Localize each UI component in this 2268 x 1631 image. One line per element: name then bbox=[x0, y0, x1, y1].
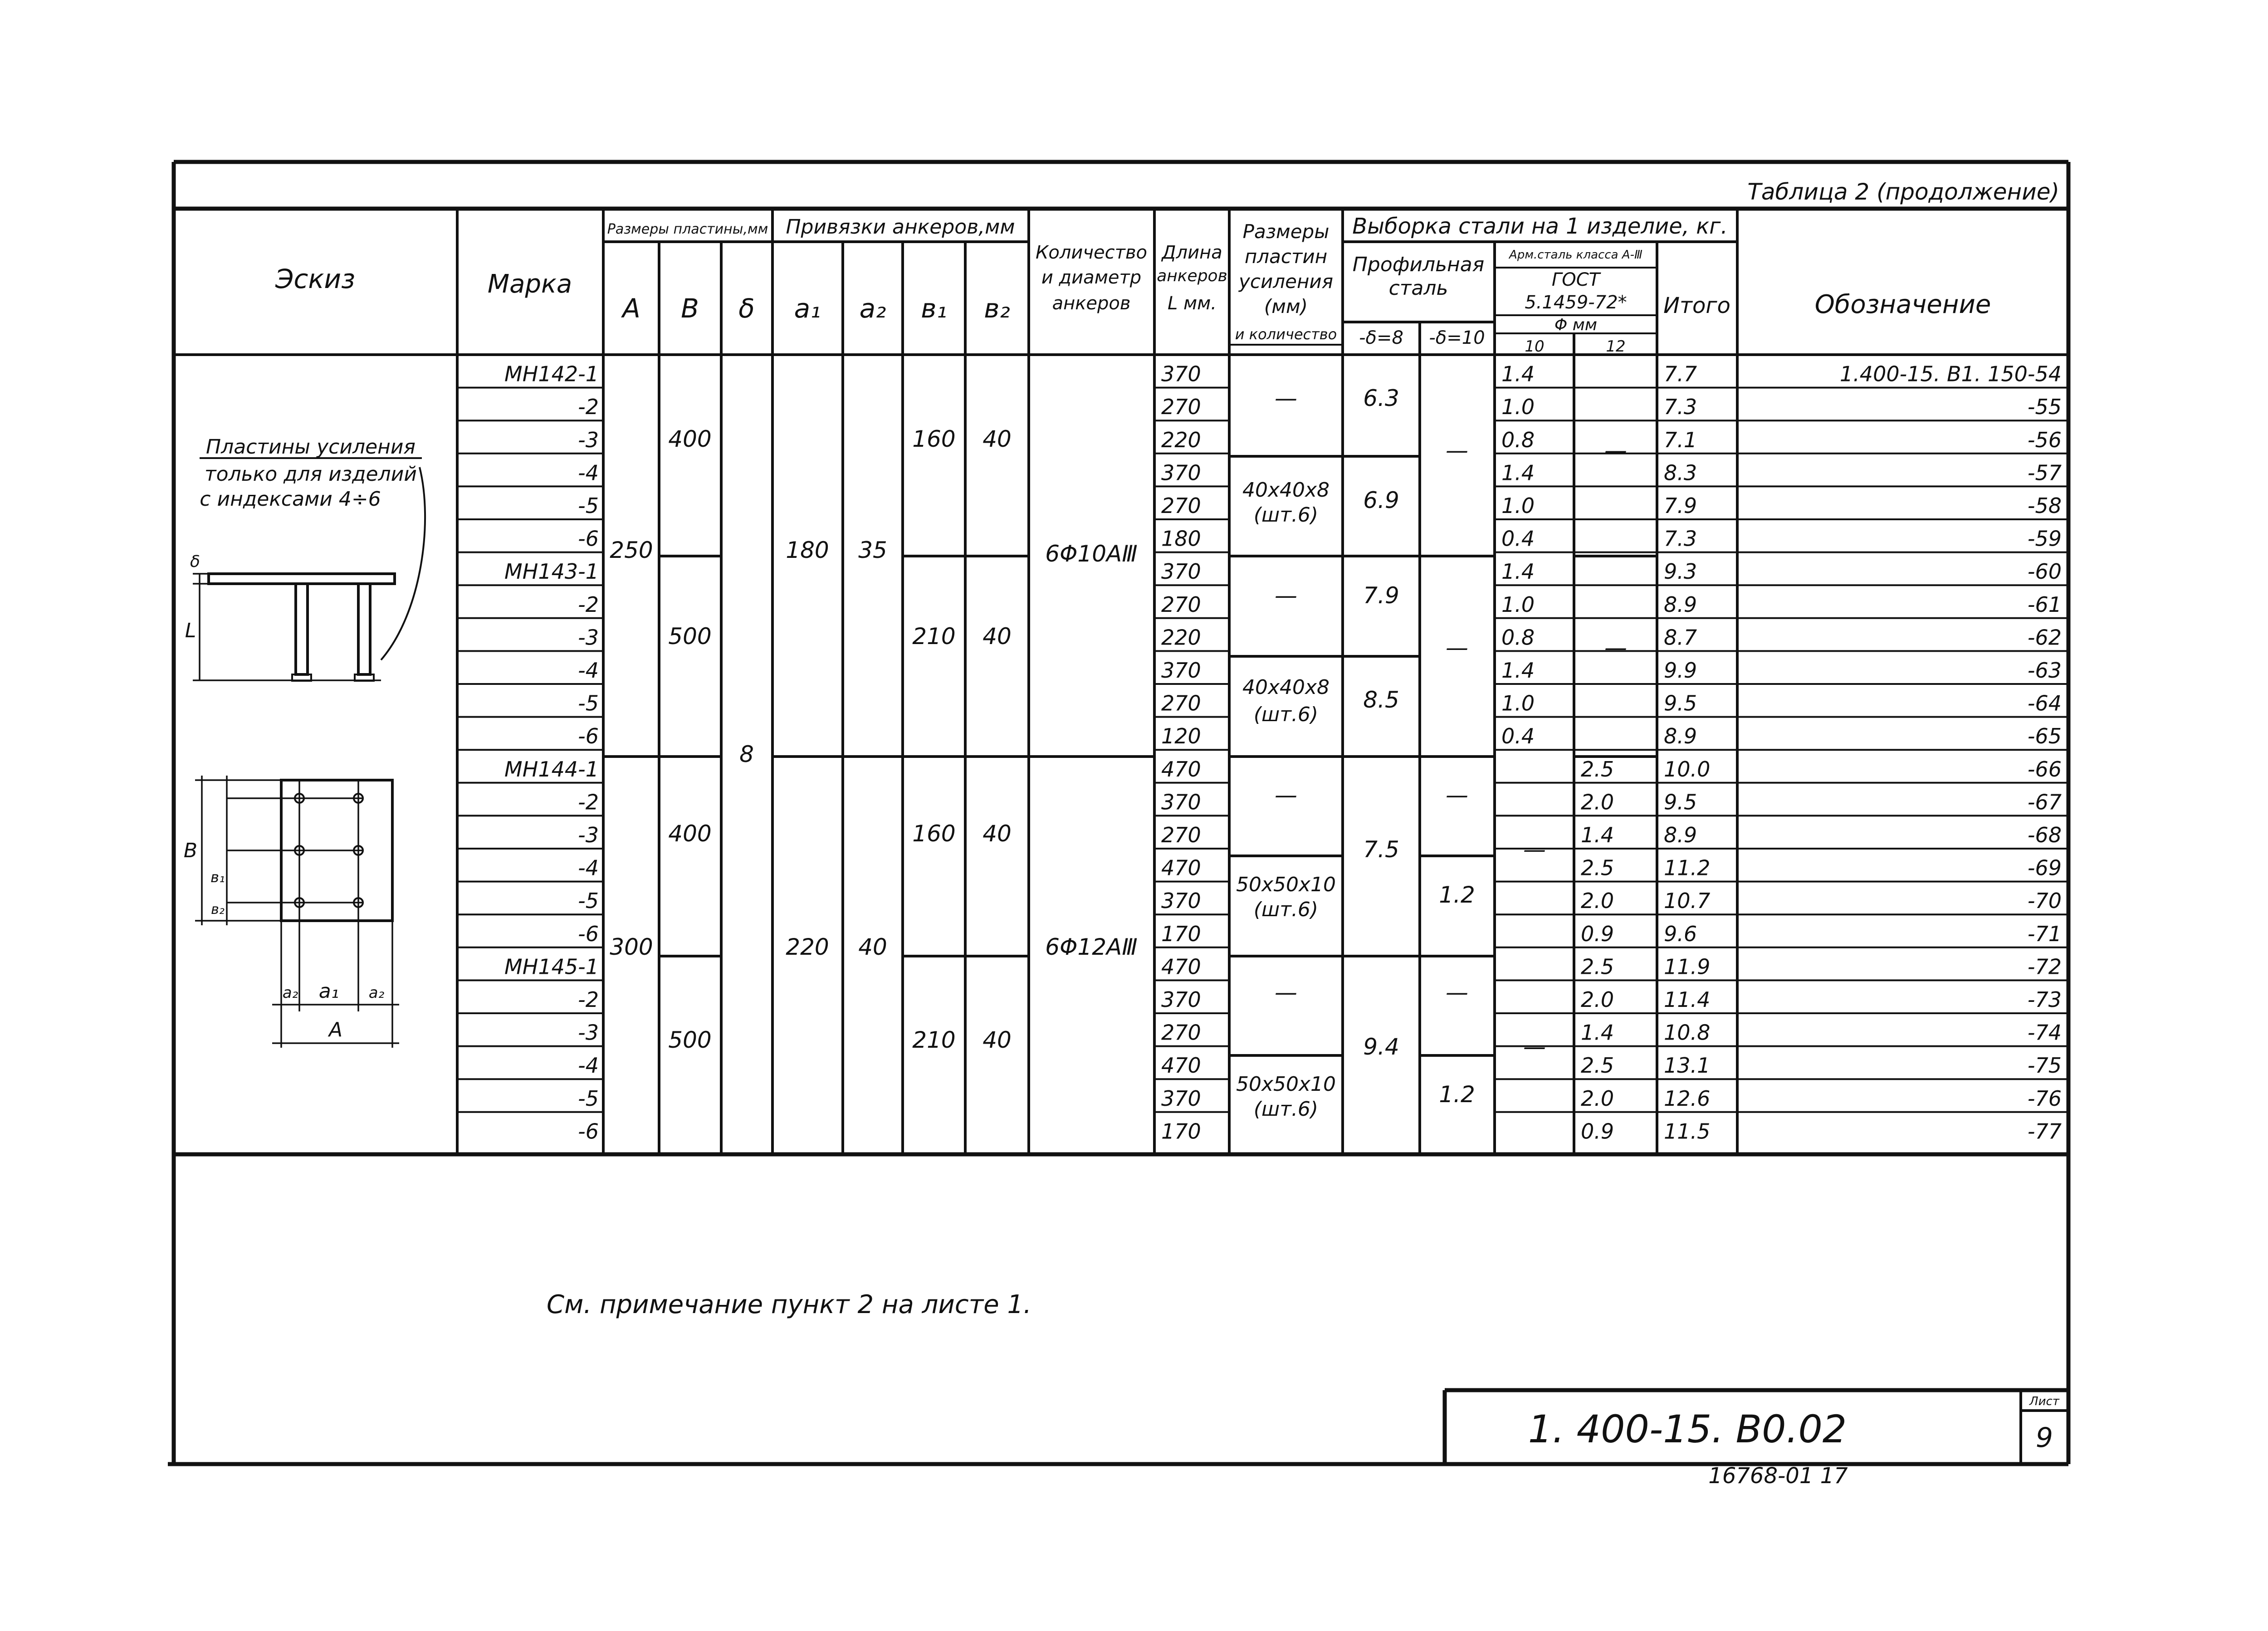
cell-L: 370 bbox=[1161, 790, 1201, 815]
cell-b2-40-3: 40 bbox=[982, 820, 1012, 847]
note-leader bbox=[381, 467, 425, 660]
cell-designation: -69 bbox=[2027, 855, 2062, 880]
cell-designation: -65 bbox=[2027, 724, 2062, 749]
cell-a1-220: 220 bbox=[786, 934, 829, 960]
cell-phi12: 2.0 bbox=[1581, 889, 1614, 913]
header-total: Итого bbox=[1663, 293, 1730, 318]
cell-total: 9.5 bbox=[1664, 691, 1697, 716]
archive-number: 16768-01 17 bbox=[1708, 1463, 1848, 1489]
cell-total: 7.3 bbox=[1664, 526, 1697, 551]
sketch-a1-label: a₁ bbox=[318, 980, 339, 1003]
cell-designation: -55 bbox=[2027, 395, 2062, 420]
sketch-b2-label: в₂ bbox=[211, 902, 225, 918]
cell-total: 8.3 bbox=[1664, 460, 1697, 485]
header-reinf-3: усиления bbox=[1239, 270, 1333, 293]
cell-designation: -66 bbox=[2027, 757, 2062, 781]
cell-L: 220 bbox=[1161, 625, 1201, 650]
header-anchors-qty-1: Количество bbox=[1035, 242, 1148, 263]
header-plate-sizes: Размеры пластины,мм bbox=[607, 221, 768, 237]
sketch-area bbox=[184, 435, 425, 1048]
cell-designation: -71 bbox=[2027, 921, 2062, 946]
cell-b1-160-2: 160 bbox=[912, 820, 956, 847]
cell-L: 370 bbox=[1161, 460, 1201, 485]
cell-L: 270 bbox=[1161, 1020, 1201, 1045]
cell-phi10: 1.0 bbox=[1501, 592, 1535, 617]
table-title: Таблица 2 (продолжение) bbox=[1747, 179, 2059, 205]
cell-d10-dash-2: — bbox=[1446, 635, 1468, 661]
cell-b2-40-1: 40 bbox=[982, 426, 1012, 452]
cell-mark: -2 bbox=[578, 987, 599, 1012]
cell-designation: -58 bbox=[2027, 493, 2062, 518]
cell-total: 8.9 bbox=[1664, 823, 1697, 847]
sketch-B-label: В bbox=[183, 839, 198, 862]
cell-phi10: 0.4 bbox=[1501, 724, 1535, 749]
cell-L: 470 bbox=[1161, 757, 1201, 781]
cell-d8-3: 7.9 bbox=[1363, 582, 1399, 609]
cell-phi10: 1.4 bbox=[1501, 658, 1535, 683]
cell-phi10-dash-4: — bbox=[1523, 1034, 1546, 1060]
cell-designation: -57 bbox=[2027, 460, 2062, 485]
header-b1: в₁ bbox=[921, 293, 947, 324]
cell-mark: МН142-1 bbox=[504, 361, 599, 386]
header-anchor-length-1: Длина bbox=[1162, 242, 1222, 263]
header-mark: Марка bbox=[487, 269, 572, 299]
cell-reinf-dash-3: — bbox=[1275, 782, 1297, 808]
header-d10: -δ=10 bbox=[1429, 327, 1485, 348]
cell-phi12: 1.4 bbox=[1581, 1020, 1614, 1045]
cell-total: 7.1 bbox=[1664, 427, 1697, 452]
cell-B-400-2: 400 bbox=[668, 820, 712, 847]
cell-phi12: 1.4 bbox=[1581, 823, 1614, 847]
header-reinf-1: Размеры bbox=[1242, 220, 1330, 243]
cell-L: 270 bbox=[1161, 823, 1201, 847]
footer-note: См. примечание пункт 2 на листе 1. bbox=[547, 1290, 1031, 1319]
header-reinf-2: пластин bbox=[1244, 245, 1328, 268]
cell-d8-5: 7.5 bbox=[1363, 836, 1399, 863]
cell-reinf-1a: 40x40x8 bbox=[1242, 479, 1330, 502]
table-header bbox=[275, 214, 1991, 356]
cell-phi10: 0.4 bbox=[1501, 526, 1535, 551]
cell-phi10: 0.8 bbox=[1501, 427, 1535, 452]
cell-phi10: 0.8 bbox=[1501, 625, 1535, 650]
header-plate-a: А bbox=[622, 293, 640, 324]
cell-total: 8.9 bbox=[1664, 592, 1697, 617]
cell-b1-210-2: 210 bbox=[912, 1027, 956, 1053]
cell-B-400-1: 400 bbox=[668, 426, 712, 452]
header-anchors-qty-3: анкеров bbox=[1052, 293, 1131, 314]
cell-L: 270 bbox=[1161, 493, 1201, 518]
sketch-b1-label: в₁ bbox=[210, 869, 225, 886]
cell-mark: МН143-1 bbox=[504, 559, 599, 584]
cell-phi12: 2.0 bbox=[1581, 790, 1614, 815]
cell-mark: -6 bbox=[578, 724, 599, 749]
cell-mark: -4 bbox=[578, 460, 599, 485]
cell-mark: -5 bbox=[578, 493, 599, 518]
cell-designation: -61 bbox=[2027, 592, 2062, 617]
cell-total: 13.1 bbox=[1664, 1053, 1711, 1078]
cell-L: 180 bbox=[1161, 526, 1201, 551]
cell-total: 10.8 bbox=[1664, 1020, 1711, 1045]
cell-A-250: 250 bbox=[610, 537, 653, 563]
header-plate-b: В bbox=[681, 293, 699, 324]
cell-phi12: 2.5 bbox=[1581, 1053, 1614, 1078]
cell-mark: -2 bbox=[578, 790, 599, 815]
cell-mark: -2 bbox=[578, 592, 599, 617]
cell-total: 10.0 bbox=[1664, 757, 1711, 781]
cell-d10-3: 1.2 bbox=[1439, 882, 1475, 908]
cell-anchors-2: 6Φ12АⅢ bbox=[1045, 934, 1138, 960]
cell-designation: -75 bbox=[2027, 1053, 2062, 1078]
cell-L: 470 bbox=[1161, 954, 1201, 979]
cell-phi12: 0.9 bbox=[1581, 921, 1614, 946]
cell-d8-4: 8.5 bbox=[1363, 687, 1399, 713]
header-phi10: 10 bbox=[1525, 337, 1545, 356]
cell-reinf-dash-1: — bbox=[1275, 385, 1297, 411]
sketch-note-2: только для изделий bbox=[205, 463, 417, 486]
cell-designation: -73 bbox=[2027, 987, 2062, 1012]
cell-designation: 1.400-15. В1. 150-54 bbox=[1839, 361, 2062, 386]
cell-reinf-dash-2: — bbox=[1275, 582, 1297, 609]
cell-designation: -74 bbox=[2027, 1020, 2062, 1045]
cell-phi10: 1.0 bbox=[1501, 691, 1535, 716]
cell-b1-210-1: 210 bbox=[912, 623, 956, 649]
cell-total: 11.9 bbox=[1664, 954, 1711, 979]
header-designation: Обозначение bbox=[1814, 290, 1991, 319]
cell-phi12: 2.0 bbox=[1581, 1086, 1614, 1111]
cell-total: 11.2 bbox=[1664, 855, 1711, 880]
cell-mark: -3 bbox=[578, 823, 599, 847]
cell-a2-40: 40 bbox=[858, 934, 887, 960]
cell-designation: -64 bbox=[2027, 691, 2062, 716]
sketch-delta-label: δ bbox=[190, 552, 200, 571]
cell-designation: -63 bbox=[2027, 658, 2062, 683]
header-steel-selection: Выборка стали на 1 изделие, кг. bbox=[1352, 214, 1728, 239]
side-view bbox=[185, 552, 395, 681]
cell-d10-dash-1: — bbox=[1446, 437, 1468, 464]
cell-phi10-dash-3: — bbox=[1523, 836, 1546, 863]
cell-designation: -70 bbox=[2027, 889, 2062, 913]
cell-reinf-3a: 50x50x10 bbox=[1236, 873, 1336, 896]
cell-phi10: 1.4 bbox=[1501, 361, 1535, 386]
cell-mark: -6 bbox=[578, 921, 599, 946]
cell-mark: -6 bbox=[578, 1119, 599, 1144]
cell-mark: -2 bbox=[578, 395, 599, 420]
header-rebar-class: Арм.сталь класса А-Ⅲ bbox=[1509, 248, 1642, 262]
cell-designation: -62 bbox=[2027, 625, 2062, 650]
header-profile-steel-2: сталь bbox=[1388, 277, 1448, 300]
header-phi-mm: Φ мм bbox=[1554, 316, 1598, 334]
header-anchor-length-3: L мм. bbox=[1167, 293, 1217, 314]
title-block bbox=[1445, 1275, 2068, 1489]
cell-L: 220 bbox=[1161, 427, 1201, 452]
cell-designation: -76 bbox=[2027, 1086, 2062, 1111]
cell-phi10: 1.4 bbox=[1501, 460, 1535, 485]
cell-B-500-2: 500 bbox=[668, 1027, 712, 1053]
stamp-code: 1. 400-15. В0.02 bbox=[1528, 1407, 1847, 1451]
merged-cells bbox=[610, 385, 1627, 1121]
cell-total: 11.4 bbox=[1664, 987, 1711, 1012]
cell-mark: -5 bbox=[578, 1086, 599, 1111]
cell-reinf-4a: 50x50x10 bbox=[1236, 1073, 1336, 1096]
cell-delta: 8 bbox=[739, 741, 754, 767]
header-anchors-qty-2: и диаметр bbox=[1041, 267, 1142, 288]
cell-total: 7.9 bbox=[1664, 493, 1697, 518]
cell-phi12: 2.5 bbox=[1581, 954, 1614, 979]
cell-L: 270 bbox=[1161, 691, 1201, 716]
cell-L: 370 bbox=[1161, 889, 1201, 913]
cell-designation: -56 bbox=[2027, 427, 2062, 452]
header-phi12: 12 bbox=[1606, 337, 1626, 356]
cell-L: 370 bbox=[1161, 361, 1201, 386]
cell-B-500-1: 500 bbox=[668, 623, 712, 649]
cell-designation: -60 bbox=[2027, 559, 2062, 584]
cell-reinf-1b: (шт.6) bbox=[1253, 503, 1319, 527]
cell-anchors-1: 6Φ10АⅢ bbox=[1045, 541, 1138, 567]
cell-phi12: 0.9 bbox=[1581, 1119, 1614, 1144]
cell-phi12-dash-2: — bbox=[1604, 635, 1627, 661]
cell-L: 370 bbox=[1161, 1086, 1201, 1111]
cell-total: 11.5 bbox=[1664, 1119, 1711, 1144]
cell-L: 470 bbox=[1161, 855, 1201, 880]
cell-L: 170 bbox=[1161, 921, 1201, 946]
cell-mark: -4 bbox=[578, 855, 599, 880]
cell-phi12: 2.5 bbox=[1581, 757, 1614, 781]
cell-mark: -3 bbox=[578, 1020, 599, 1045]
cell-reinf-dash-4: — bbox=[1275, 979, 1297, 1006]
cell-designation: -72 bbox=[2027, 954, 2062, 979]
sketch-L-label: L bbox=[185, 619, 196, 642]
header-a1: a₁ bbox=[794, 293, 821, 324]
cell-total: 8.9 bbox=[1664, 724, 1697, 749]
cell-A-300: 300 bbox=[610, 934, 653, 960]
header-reinf-4: (мм) bbox=[1264, 295, 1308, 317]
cell-d8-6: 9.4 bbox=[1363, 1034, 1399, 1060]
cell-reinf-3b: (шт.6) bbox=[1253, 898, 1319, 921]
header-sketch: Эскиз bbox=[275, 264, 355, 294]
cell-total: 9.3 bbox=[1664, 559, 1697, 584]
cell-phi12: 2.0 bbox=[1581, 987, 1614, 1012]
cell-L: 470 bbox=[1161, 1053, 1201, 1078]
sketch-A-label: А bbox=[328, 1018, 343, 1041]
cell-designation: -77 bbox=[2027, 1119, 2062, 1144]
cell-mark: -3 bbox=[578, 427, 599, 452]
cell-L: 270 bbox=[1161, 395, 1201, 420]
cell-mark: -3 bbox=[578, 625, 599, 650]
cell-reinf-2b: (шт.6) bbox=[1253, 703, 1319, 726]
sketch-a2-label-left: a₂ bbox=[282, 984, 298, 1002]
cell-total: 9.5 bbox=[1664, 790, 1697, 815]
header-reinf-5: и количество bbox=[1235, 326, 1337, 343]
header-gost-2: 5.1459-72* bbox=[1525, 292, 1627, 313]
cell-L: 370 bbox=[1161, 658, 1201, 683]
cell-total: 7.7 bbox=[1664, 361, 1697, 386]
cell-phi12-dash-1: — bbox=[1604, 437, 1627, 464]
cell-total: 9.6 bbox=[1664, 921, 1697, 946]
header-b2: в₂ bbox=[984, 293, 1010, 324]
header-anchor-length-2: анкеров bbox=[1157, 267, 1227, 285]
header-a2: a₂ bbox=[859, 293, 886, 324]
cell-reinf-4b: (шт.6) bbox=[1253, 1098, 1319, 1121]
header-gost-1: ГОСТ bbox=[1551, 269, 1600, 290]
sketch-note-3: с индексами 4÷6 bbox=[200, 488, 381, 511]
cell-mark: МН144-1 bbox=[504, 757, 599, 781]
cell-b2-40-4: 40 bbox=[982, 1027, 1012, 1053]
header-anchor-ties: Привязки анкеров,мм bbox=[786, 215, 1015, 239]
cell-phi10: 1.4 bbox=[1501, 559, 1535, 584]
cell-d10-4: 1.2 bbox=[1439, 1081, 1475, 1108]
stamp-sheet-label: Лист bbox=[2029, 1395, 2059, 1408]
cell-phi10: 1.0 bbox=[1501, 493, 1535, 518]
sketch-a2-label-right: a₂ bbox=[368, 984, 385, 1002]
header-plate-delta: δ bbox=[738, 293, 755, 324]
plan-view bbox=[184, 776, 399, 1048]
header-profile-steel-1: Профильная bbox=[1352, 253, 1485, 276]
cell-d8-1: 6.3 bbox=[1363, 385, 1399, 411]
cell-d10-dash-4: — bbox=[1446, 979, 1468, 1006]
cell-mark: -6 bbox=[578, 526, 599, 551]
cell-L: 120 bbox=[1161, 724, 1201, 749]
cell-mark: -4 bbox=[578, 658, 599, 683]
cell-designation: -67 bbox=[2027, 790, 2062, 815]
stamp-sheet-number: 9 bbox=[2035, 1422, 2053, 1454]
cell-mark: МН145-1 bbox=[504, 954, 599, 979]
cell-d10-dash-3: — bbox=[1446, 782, 1468, 808]
cell-mark: -4 bbox=[578, 1053, 599, 1078]
cell-a2-35: 35 bbox=[858, 537, 887, 563]
cell-designation: -68 bbox=[2027, 823, 2062, 847]
cell-total: 7.3 bbox=[1664, 395, 1697, 420]
cell-b1-160-1: 160 bbox=[912, 426, 956, 452]
cell-mark: -5 bbox=[578, 691, 599, 716]
cell-reinf-2a: 40x40x8 bbox=[1242, 676, 1330, 699]
cell-total: 9.9 bbox=[1664, 658, 1697, 683]
cell-L: 370 bbox=[1161, 559, 1201, 584]
header-d8: -δ=8 bbox=[1359, 327, 1403, 348]
cell-d8-2: 6.9 bbox=[1363, 487, 1399, 513]
cell-phi10: 1.0 bbox=[1501, 395, 1535, 420]
cell-L: 270 bbox=[1161, 592, 1201, 617]
cell-mark: -5 bbox=[578, 889, 599, 913]
cell-L: 170 bbox=[1161, 1119, 1201, 1144]
cell-designation: -59 bbox=[2027, 526, 2062, 551]
cell-L: 370 bbox=[1161, 987, 1201, 1012]
cell-phi12: 2.5 bbox=[1581, 855, 1614, 880]
cell-a1-180: 180 bbox=[786, 537, 829, 563]
sketch-note-1: Пластины усиления bbox=[206, 435, 415, 459]
cell-b2-40-2: 40 bbox=[982, 623, 1012, 649]
cell-total: 10.7 bbox=[1664, 889, 1711, 913]
sheet-frame bbox=[168, 162, 2068, 1464]
cell-total: 12.6 bbox=[1664, 1086, 1711, 1111]
cell-total: 8.7 bbox=[1664, 625, 1697, 650]
